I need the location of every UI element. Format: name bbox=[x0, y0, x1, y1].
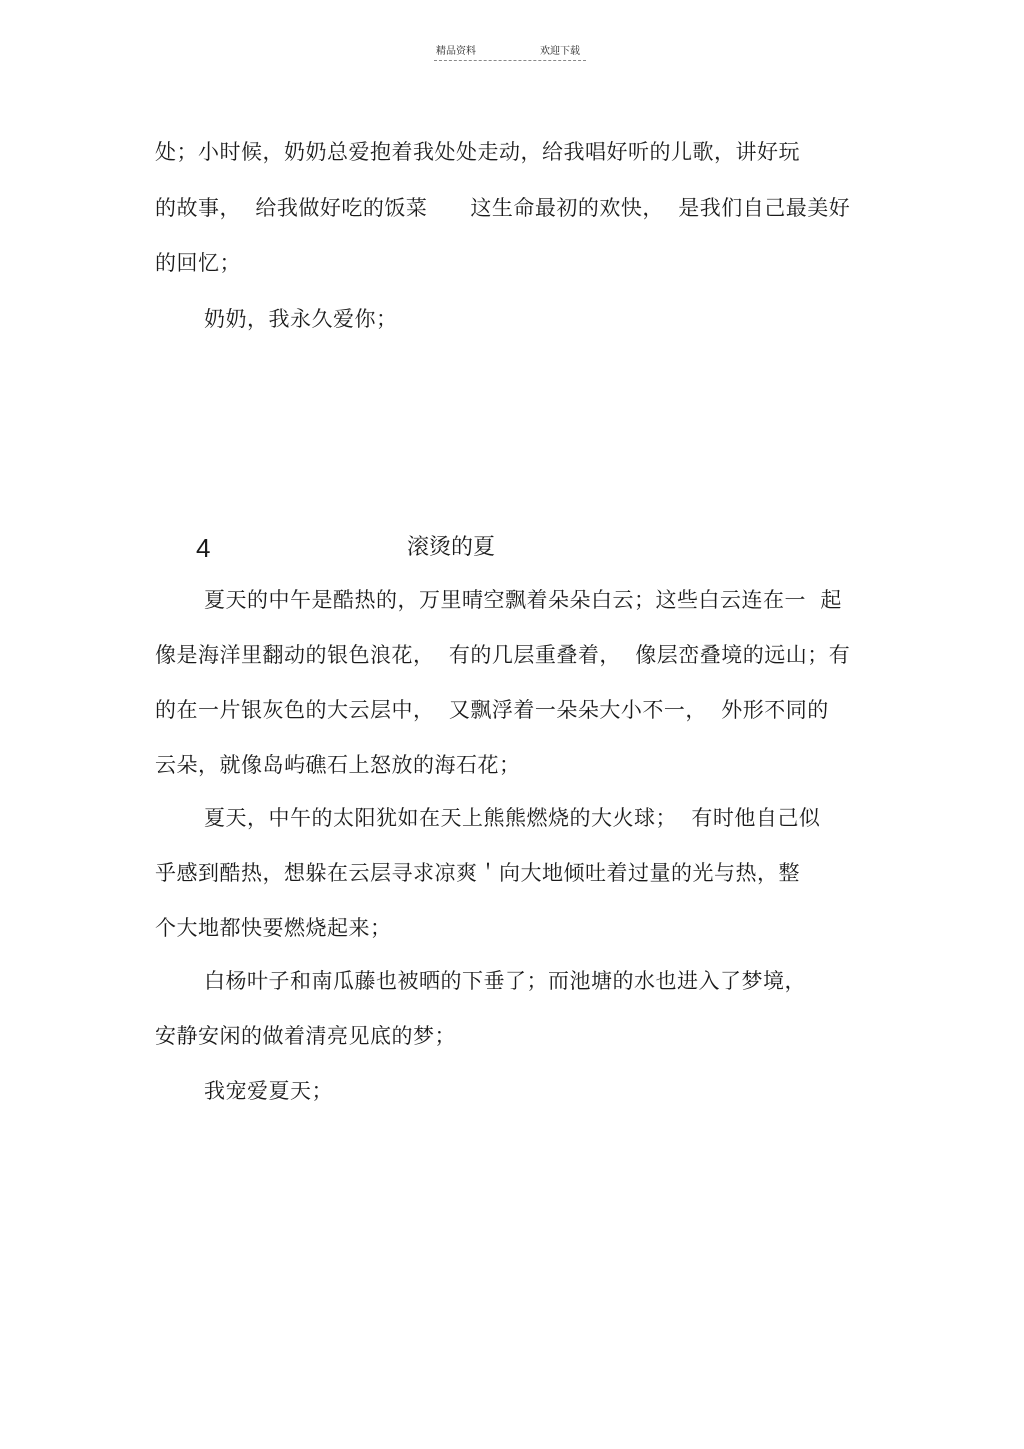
paragraph-line: 白杨叶子和南瓜藤也被晒的下垂了；而池塘的水也进入了梦境， bbox=[204, 969, 806, 993]
paragraph-line: 的回忆； bbox=[155, 251, 241, 275]
paragraph-line: 的在一片银灰色的大云层中， 又飘浮着一朵朵大小不一， 外形不同的 bbox=[155, 698, 829, 722]
paragraph-line: 个大地都快要燃烧起来； bbox=[155, 916, 392, 940]
paragraph-line: 乎感到酷热，想躲在云层寻求凉爽＇向大地倾吐着过量的光与热，整 bbox=[155, 861, 800, 885]
page-header bbox=[434, 42, 586, 64]
paragraph-line: 夏天的中午是酷热的，万里晴空飘着朵朵白云；这些白云连在一 起 bbox=[204, 588, 842, 612]
paragraph-line: 奶奶，我永久爱你； bbox=[204, 307, 398, 331]
header-right-label: 欢迎下载 bbox=[540, 46, 580, 57]
paragraph-line: 夏天，中午的太阳犹如在天上熊熊燃烧的大火球； 有时他自己似 bbox=[204, 806, 821, 830]
paragraph-line: 安静安闲的做着清亮见底的梦； bbox=[155, 1024, 456, 1048]
paragraph-line: 处；小时候，奶奶总爱抱着我处处走动，给我唱好听的儿歌，讲好玩 bbox=[155, 140, 800, 164]
paragraph-line: 像是海洋里翻动的银色浪花， 有的几层重叠着， 像层峦叠境的远山；有 bbox=[155, 643, 851, 667]
section-title: 滚烫的夏 bbox=[407, 535, 496, 560]
paragraph-line: 的故事， 给我做好吃的饭菜 这生命最初的欢快， 是我们自己最美好 bbox=[155, 196, 851, 220]
header-divider bbox=[434, 60, 586, 61]
paragraph-line: 云朵，就像岛屿礁石上怒放的海石花； bbox=[155, 753, 521, 777]
paragraph-line: 我宠爱夏天； bbox=[204, 1079, 333, 1103]
section-number: 4 bbox=[196, 533, 211, 563]
header-left-label: 精品资料 bbox=[436, 46, 476, 57]
